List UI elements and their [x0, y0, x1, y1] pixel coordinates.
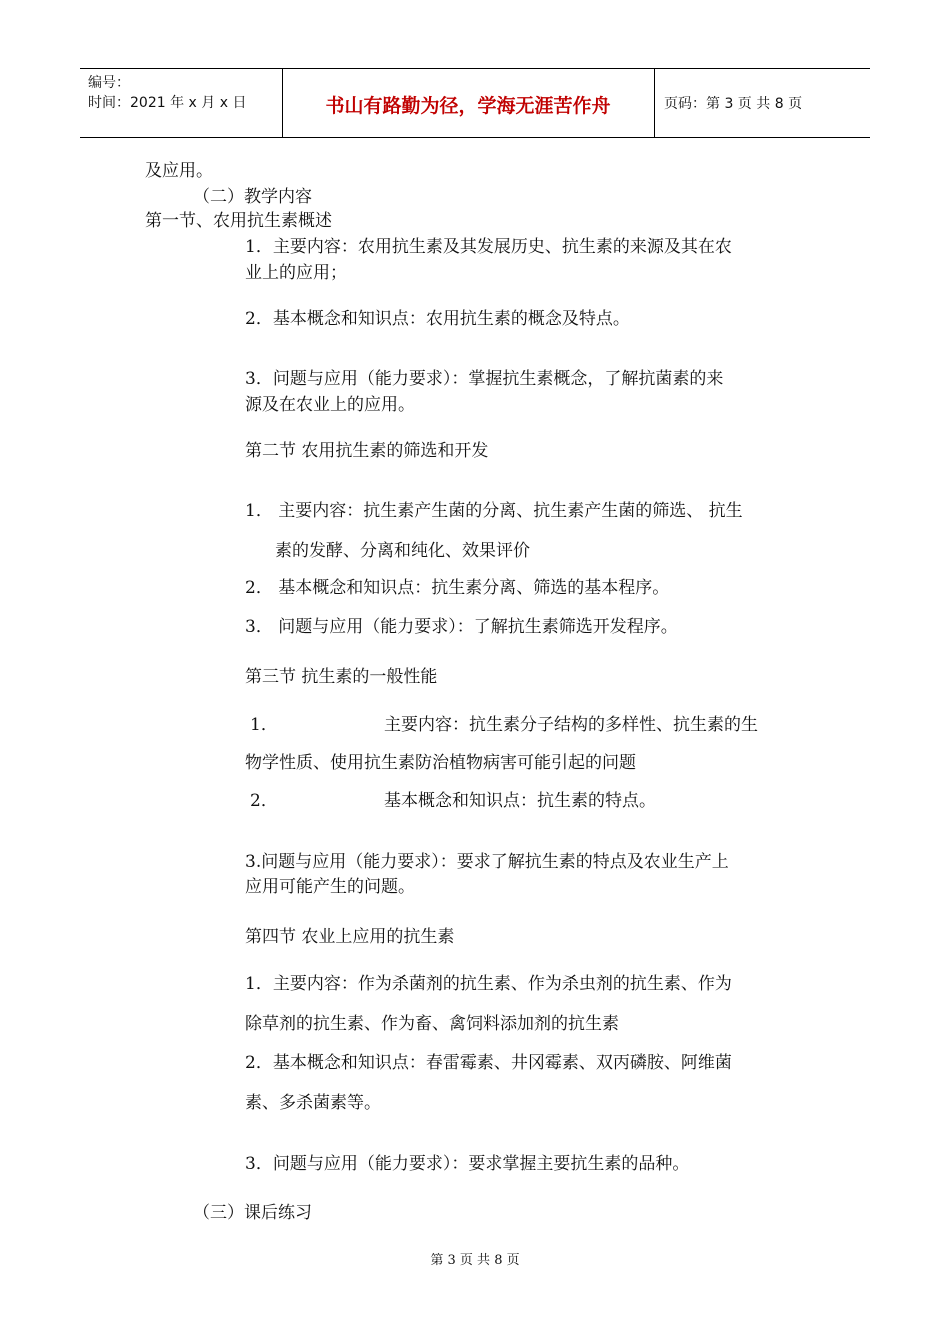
text-line: 素、多杀菌素等。: [245, 1093, 381, 1113]
text-line: 1．主要内容：农用抗生素及其发展历史、抗生素的来源及其在农: [245, 237, 732, 257]
section-heading: 第三节 抗生素的一般性能: [245, 667, 438, 687]
page-header: [80, 68, 870, 138]
text-line: 业上的应用；: [245, 263, 347, 283]
text-line: 1．主要内容：作为杀菌剂的抗生素、作为杀虫剂的抗生素、作为: [245, 974, 732, 994]
text-line: 1． 主要内容：抗生素产生菌的分离、抗生素产生菌的筛选、 抗生: [245, 501, 743, 521]
section-heading: 第二节 农用抗生素的筛选和开发: [245, 441, 489, 461]
text-line: 源及在农业上的应用。: [245, 395, 415, 415]
text-line: 及应用。: [145, 161, 213, 181]
section-heading: 第四节 农业上应用的抗生素: [245, 927, 455, 947]
text-line: 主要内容：抗生素分子结构的多样性、抗生素的生: [384, 715, 758, 735]
text-line: 3． 问题与应用（能力要求）：了解抗生素筛选开发程序。: [245, 617, 678, 637]
text-line: 3．问题与应用（能力要求）：掌握抗生素概念，了解抗菌素的来: [245, 369, 724, 389]
text-line: 基本概念和知识点：抗生素的特点。: [384, 791, 656, 811]
header-meta: [88, 73, 246, 113]
text-line: 3.问题与应用（能力要求）：要求了解抗生素的特点及农业生产上: [245, 852, 729, 872]
text-line: 2．基本概念和知识点：农用抗生素的概念及特点。: [245, 309, 630, 329]
header-number: 编号：: [88, 75, 130, 91]
section-heading: （三）课后练习: [193, 1203, 312, 1223]
text-line: 物学性质、使用抗生素防治植物病害可能引起的问题: [245, 753, 636, 773]
text-line: 素的发酵、分离和纯化、效果评价: [275, 541, 530, 561]
page-footer: 第 3 页 共 8 页: [430, 1253, 520, 1268]
header-motto: 书山有路勤为径，学海无涯苦作舟: [325, 95, 611, 117]
text-line: 应用可能产生的问题。: [245, 877, 415, 897]
header-divider: [654, 69, 655, 137]
text-line: 2．基本概念和知识点：春雷霉素、井冈霉素、双丙磷胺、阿维菌: [245, 1053, 732, 1073]
item-number: 2．: [250, 791, 278, 811]
header-page-info: 页码：第 3 页 共 8 页: [664, 96, 803, 112]
text-line: 除草剂的抗生素、作为畜、禽饲料添加剂的抗生素: [245, 1014, 619, 1034]
item-number: 1．: [250, 715, 278, 735]
section-heading: （二）教学内容: [193, 187, 312, 207]
text-line: 2． 基本概念和知识点：抗生素分离、筛选的基本程序。: [245, 578, 670, 598]
header-time: 时间：2021 年 x 月 x 日: [88, 95, 247, 111]
text-line: 3．问题与应用（能力要求）：要求掌握主要抗生素的品种。: [245, 1154, 690, 1174]
section-heading: 第一节、农用抗生素概述: [145, 211, 332, 231]
